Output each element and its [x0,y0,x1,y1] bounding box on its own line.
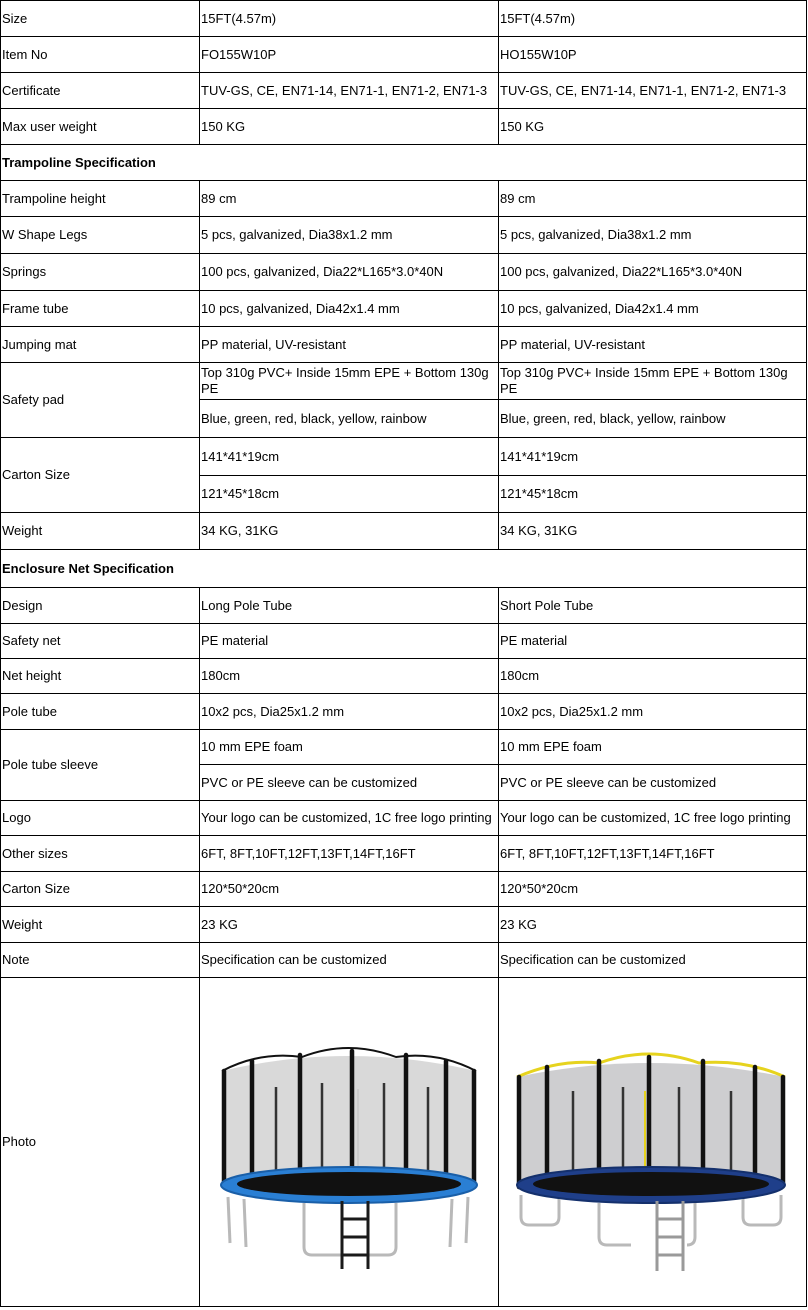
section-row [1,550,807,588]
cell-value: 120*50*20cm [499,872,807,907]
cell-value: 121*45*18cm [499,476,807,513]
cell-value: 121*45*18cm [200,476,499,513]
cell-value: 10x2 pcs, Dia25x1.2 mm [200,694,499,730]
row-label: Logo [1,801,200,836]
section-row [1,145,807,181]
cell-value: Short Pole Tube [499,588,807,624]
row-label: Design [1,588,200,624]
section-heading-trampoline: Trampoline Specification [1,145,807,181]
table-row [1,872,807,907]
row-label: Frame tube [1,291,200,327]
table-row [1,624,807,659]
cell-value: Blue, green, red, black, yellow, rainbow [499,400,807,438]
photo-left-cell [200,978,499,1307]
cell-value: 34 KG, 31KG [499,513,807,550]
section-heading-enclosure: Enclosure Net Specification [1,550,807,588]
cell-value: Specification can be customized [499,943,807,978]
cell-value: 5 pcs, galvanized, Dia38x1.2 mm [499,217,807,254]
cell-value: 100 pcs, galvanized, Dia22*L165*3.0*40N [499,254,807,291]
row-label: Weight [1,907,200,943]
cell-value: PVC or PE sleeve can be customized [499,765,807,801]
table-row [1,513,807,550]
trampoline-photo-long-pole [200,979,497,1306]
cell-value: Long Pole Tube [200,588,499,624]
table-row [1,836,807,872]
cell-value: PP material, UV-resistant [499,327,807,363]
cell-value: PE material [499,624,807,659]
table-row [1,291,807,327]
table-row [1,109,807,145]
row-label: Other sizes [1,836,200,872]
table-row [1,588,807,624]
cell-value: TUV-GS, CE, EN71-14, EN71-1, EN71-2, EN71-3 [499,73,807,109]
cell-value: FO155W10P [200,37,499,73]
cell-value: 141*41*19cm [499,438,807,476]
cell-value: Blue, green, red, black, yellow, rainbow [200,400,499,438]
photo-row [1,978,807,1307]
cell-value: 23 KG [200,907,499,943]
row-label: Pole tube [1,694,200,730]
row-label: Net height [1,659,200,694]
table-row [1,181,807,217]
cell-value: HO155W10P [499,37,807,73]
cell-value: 34 KG, 31KG [200,513,499,550]
cell-value: 6FT, 8FT,10FT,12FT,13FT,14FT,16FT [499,836,807,872]
cell-value: 89 cm [200,181,499,217]
cell-value: Top 310g PVC+ Inside 15mm EPE + Bottom 130g PE [499,363,807,400]
cell-value: 23 KG [499,907,807,943]
table-row [1,801,807,836]
row-label: Note [1,943,200,978]
cell-value: PE material [200,624,499,659]
row-label: Item No [1,37,200,73]
table-row [1,659,807,694]
cell-value: PVC or PE sleeve can be customized [200,765,499,801]
table-row [1,37,807,73]
cell-value: 150 KG [499,109,807,145]
row-label: Max user weight [1,109,200,145]
row-label: Photo [1,978,200,1307]
table-row [1,363,807,400]
row-label: Weight [1,513,200,550]
cell-value: 180cm [200,659,499,694]
cell-value: Specification can be customized [200,943,499,978]
cell-value: 141*41*19cm [200,438,499,476]
row-label: Pole tube sleeve [1,730,200,801]
table-row [1,254,807,291]
row-label: Size [1,1,200,37]
cell-value: 15FT(4.57m) [200,1,499,37]
cell-value: PP material, UV-resistant [200,327,499,363]
row-label: Safety net [1,624,200,659]
cell-value: TUV-GS, CE, EN71-14, EN71-1, EN71-2, EN71-3 [200,73,499,109]
row-label: Jumping mat [1,327,200,363]
cell-value: 6FT, 8FT,10FT,12FT,13FT,14FT,16FT [200,836,499,872]
row-label: Trampoline height [1,181,200,217]
cell-value: 180cm [499,659,807,694]
cell-value: Your logo can be customized, 1C free logo printing [200,801,499,836]
cell-value: 10 pcs, galvanized, Dia42x1.4 mm [200,291,499,327]
cell-value: 120*50*20cm [200,872,499,907]
row-label: Springs [1,254,200,291]
cell-value: 5 pcs, galvanized, Dia38x1.2 mm [200,217,499,254]
row-label: Carton Size [1,438,200,513]
row-label: Safety pad [1,363,200,438]
table-row [1,438,807,476]
row-label: Carton Size [1,872,200,907]
row-label: W Shape Legs [1,217,200,254]
trampoline-photo-short-pole [499,979,805,1306]
cell-value: Top 310g PVC+ Inside 15mm EPE + Bottom 130g PE [200,363,499,400]
table-row [1,694,807,730]
table-row [1,730,807,765]
photo-right-cell [499,978,807,1307]
cell-value: Your logo can be customized, 1C free logo printing [499,801,807,836]
table-row [1,73,807,109]
table-row [1,907,807,943]
cell-value: 10x2 pcs, Dia25x1.2 mm [499,694,807,730]
cell-value: 10 mm EPE foam [200,730,499,765]
cell-value: 89 cm [499,181,807,217]
cell-value: 100 pcs, galvanized, Dia22*L165*3.0*40N [200,254,499,291]
cell-value: 150 KG [200,109,499,145]
table-row [1,217,807,254]
table-row [1,327,807,363]
cell-value: 15FT(4.57m) [499,1,807,37]
table-row [1,943,807,978]
cell-value: 10 pcs, galvanized, Dia42x1.4 mm [499,291,807,327]
cell-value: 10 mm EPE foam [499,730,807,765]
table-row [1,1,807,37]
row-label: Certificate [1,73,200,109]
